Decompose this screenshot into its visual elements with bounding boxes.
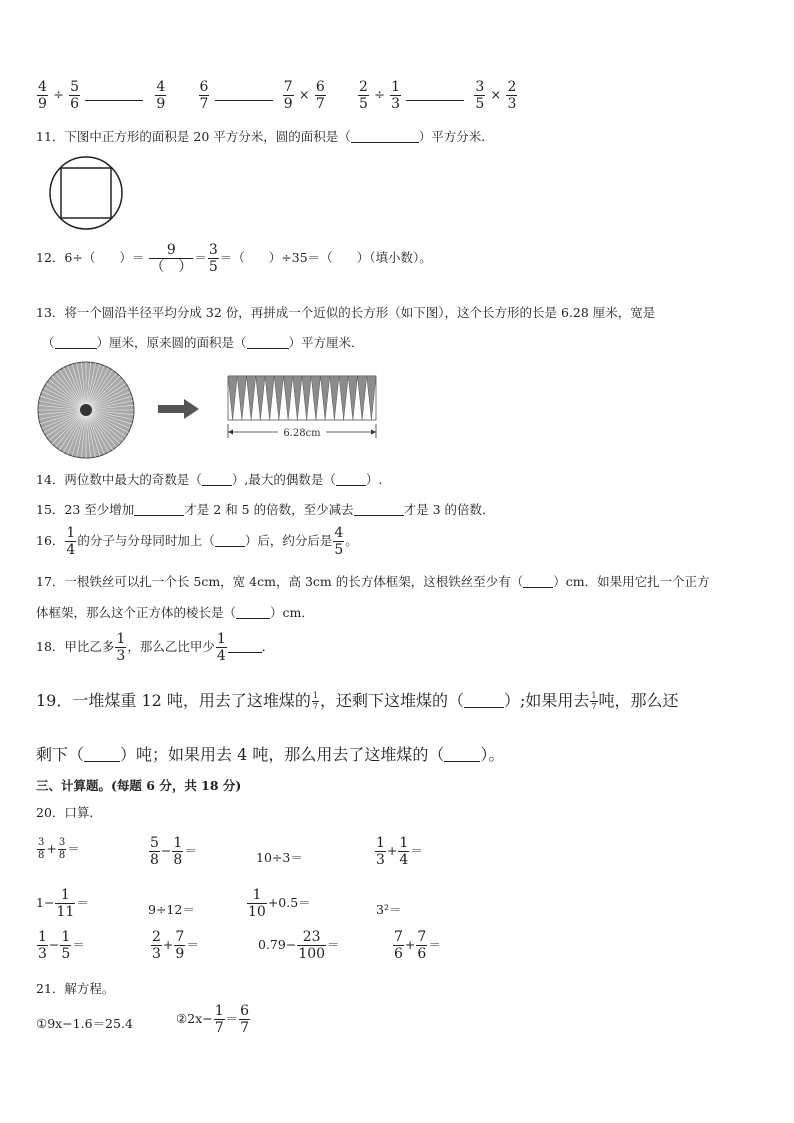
answer-blank[interactable] [406,88,464,101]
calc-item [392,930,441,961]
calc-item [36,930,85,961]
equation-2 [176,1004,251,1035]
operator: ÷ [374,88,385,103]
equation-text: ①9x−1.6＝25.4 [36,1016,133,1031]
question-text: 。 [345,533,358,548]
calc-item [376,900,401,918]
answer-blank[interactable] [228,640,262,653]
operator: ＝ [225,1011,239,1026]
fraction: $\frac{7}{9}$ [283,79,293,112]
question-text: 才是 2 和 5 的倍数，至少减去 [184,502,354,517]
question-text: ）＝ [119,250,145,265]
question-text: 的分子与分母同时加上（ [77,533,215,548]
fraction: $\frac{1}{3}$ [38,929,47,962]
question-text: 12．6÷（ [36,250,96,265]
operator: ＝ [184,843,197,858]
calc-text: 9÷12＝ [148,902,195,917]
fraction: $\frac{2}{3}$ [152,929,161,962]
calc-item [36,838,80,861]
question-text: ）cm． [270,605,314,620]
divided-circle-figure [36,360,136,460]
question-text: ）. [365,472,383,487]
answer-blank[interactable] [55,336,97,349]
question-text: ，还剩下这堆煤的（ [320,691,465,710]
fraction: $\frac{7}{6}$ [417,929,427,962]
fraction: $\frac{1}{11}$ [56,887,75,920]
fraction: $\frac{3}{5}$ [208,242,218,275]
fraction: $\frac{1}{8}$ [173,835,183,868]
fraction: $\frac{1}{7}$ [312,691,318,711]
question-text: ． [261,639,275,654]
operator: ＝ [410,843,423,858]
operator: × [298,88,310,103]
calc-text: 3²＝ [376,902,402,917]
fraction: $\frac{1}{3}$ [391,79,401,112]
fraction: $\frac{1}{10}$ [248,887,266,920]
calc-text: 10÷3＝ [256,850,303,865]
equation-text: ②2x− [176,1011,213,1026]
operator: − [48,937,60,952]
operator: + [162,937,174,952]
question-14 [36,470,382,488]
operator: + [46,841,57,856]
question-text: ）厘米，原来圆的面积是（ [96,335,247,350]
calc-text: +0.5＝ [267,895,311,910]
fraction: $\frac{7}{9}$ [175,929,185,962]
fraction: $\frac{1}{4}$ [216,631,226,664]
fraction: $\frac{9}{( )}$ [150,242,193,275]
question-text: ）cm．如果用它扎一个正方 [553,574,710,589]
fraction: $\frac{4}{5}$ [334,525,344,558]
question-15 [36,500,495,518]
question-13-line2 [42,333,364,351]
fraction: $\frac{1}{3}$ [116,631,126,664]
fraction: $\frac{6}{7}$ [315,79,325,112]
fraction: $\frac{4}{9}$ [38,79,47,112]
question-text: ）,最大的偶数是（ [231,472,336,487]
figure-label: 6.28cm [283,428,321,439]
fraction: $\frac{2}{5}$ [359,79,368,112]
question-text: 18．甲比乙多 [36,639,115,654]
answer-blank[interactable] [215,88,273,101]
fraction: $\frac{1}{4}$ [399,835,409,868]
question-text: 剩下（ [36,745,85,764]
question-text: ）吨；如果用去 4 吨，那么用去了这堆煤的（ [120,745,445,764]
question-text: 13．将一个圆沿半径平均分成 32 份，再拼成一个近似的长方形（如下图），这个长方形的长是 6.28 厘米，宽是 [36,305,656,320]
operator: − [160,843,172,858]
question-text: ）平方分米． [418,129,494,144]
answer-blank[interactable] [464,695,504,708]
answer-blank[interactable] [247,336,289,349]
question-11 [36,127,494,145]
question-17-line2 [36,603,314,621]
question-12 [36,243,432,274]
fraction: $\frac{5}{8}$ [150,835,159,868]
question-text: ）;如果用去 [504,691,590,710]
answer-blank[interactable] [202,473,232,486]
operator: ＝ [327,937,340,952]
calc-item [374,836,423,867]
fraction: $\frac{6}{7}$ [199,79,209,112]
fraction: $\frac{1}{3}$ [376,835,385,868]
equation-1 [36,1014,133,1032]
fraction: $\frac{3}{5}$ [475,79,485,112]
calc-item [36,888,89,919]
calc-item [150,930,199,961]
question-text: ）÷35＝（ [268,250,333,265]
operator: × [490,88,502,103]
fraction: $\frac{6}{7}$ [240,1003,250,1036]
fraction: $\frac{1}{7}$ [214,1003,224,1036]
question-text: ）。 [480,745,505,764]
compare-row [36,80,518,111]
right-arrow-icon [158,398,200,420]
question-text: ）（填小数）。 [356,250,432,265]
operator: + [404,937,416,952]
question-19-line1 [36,688,679,711]
answer-blank[interactable] [354,503,404,516]
answer-blank[interactable] [336,473,366,486]
answer-blank[interactable] [523,575,553,588]
calc-item [256,848,303,866]
question-text: 11．下图中正方形的面积是 20 平方分米，圆的面积是（ [36,129,351,144]
question-text: 17．一根铁丝可以扎一个长 5cm，宽 4cm，高 3cm 的长方体框架，这根铁丝至少有（ [36,574,524,589]
question-text: （ [42,335,55,350]
calc-text: 1− [36,895,55,910]
answer-blank[interactable] [351,130,419,143]
fraction: $\frac{4}{9}$ [156,79,166,112]
question-20-title [36,803,102,821]
question-text: 14．两位数中最大的奇数是（ [36,472,202,487]
question-text: 20．口算． [36,805,102,820]
circle-square-figure [48,155,124,231]
question-text: 19．一堆煤重 12 吨，用去了这堆煤的 [36,691,311,710]
fraction: $\frac{7}{6}$ [394,929,403,962]
question-text: ＝（ [219,250,245,265]
rearranged-rectangle-figure [222,374,382,444]
question-21-title [36,979,114,997]
question-text: 吨，那么还 [598,691,679,710]
question-text: ＝ [194,250,207,265]
question-text: ）平方厘米． [288,335,364,350]
fraction: $\frac{3}{8}$ [38,837,45,861]
operator: ＝ [72,937,85,952]
fraction: $\frac{2}{3}$ [507,79,517,112]
answer-blank[interactable] [134,503,184,516]
section-title-text: 三、计算题。(每题 6 分，共 18 分) [36,778,242,793]
operator: ÷ [53,88,64,103]
question-19-line2 [36,742,504,765]
question-text: 15．23 至少增加 [36,502,135,517]
question-13-line1 [36,303,655,321]
question-16 [36,526,358,557]
fraction: $\frac{1}{4}$ [66,525,76,558]
operator: ＝ [186,937,199,952]
fraction: $\frac{5}{6}$ [70,79,80,112]
calc-item [246,888,311,919]
section-title [36,776,241,794]
calc-item [148,836,197,867]
question-18 [36,632,274,663]
answer-blank[interactable] [215,534,245,547]
question-text: 才是 3 的倍数． [403,502,495,517]
question-text: ，那么乙比甲少 [127,639,215,654]
fraction: $\frac{1}{5}$ [61,929,71,962]
question-text: ）后，约分后是 [244,533,333,548]
answer-blank[interactable] [85,88,143,101]
calc-text: 0.79− [258,937,297,952]
question-text: 21．解方程。 [36,981,115,996]
operator: + [386,843,398,858]
fraction: $\frac{23}{100}$ [298,929,326,962]
answer-blank[interactable] [444,749,480,762]
fraction: $\frac{1}{7}$ [591,691,597,711]
calc-item [258,930,340,961]
question-text: 16． [36,533,65,548]
question-text: 体框架，那么这个正方体的棱长是（ [36,605,237,620]
question-17-line1 [36,572,710,590]
calc-item [148,900,195,918]
operator: ＝ [76,895,89,910]
operator: ＝ [67,841,80,856]
fraction: $\frac{3}{8}$ [58,837,66,861]
answer-blank[interactable] [236,606,270,619]
answer-blank[interactable] [84,749,120,762]
operator: ＝ [428,937,441,952]
